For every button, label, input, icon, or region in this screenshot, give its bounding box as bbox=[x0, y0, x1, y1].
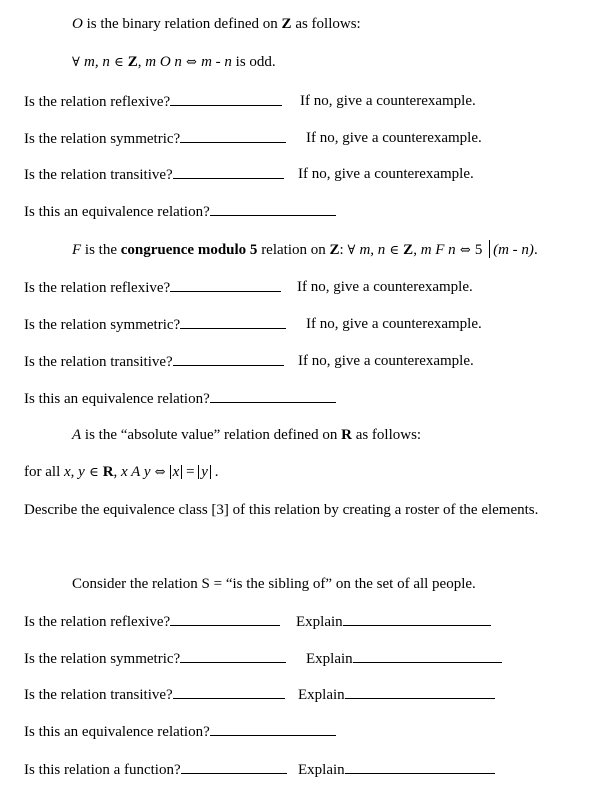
s-transitive-explain: Explain bbox=[298, 685, 495, 704]
f-transitive-answer-blank[interactable] bbox=[173, 352, 284, 366]
o-question-transitive: Is the relation transitive? bbox=[24, 165, 284, 184]
o-definition: ∀ m, n ∈ Z, m O n ⇔ m - n is odd. bbox=[72, 54, 276, 70]
o-question-reflexive: Is the relation reflexive? bbox=[24, 92, 282, 111]
f-symmetric-counterexample: If no, give a counterexample. bbox=[306, 316, 482, 332]
f-question-transitive: Is the relation transitive? bbox=[24, 352, 284, 371]
f-intro: F is the congruence modulo 5 relation on Z: ∀ m, n ∈ Z, m F n ⇔ 5 (m - n). bbox=[72, 242, 538, 258]
f-question-equivalence: Is this an equivalence relation? bbox=[24, 389, 336, 408]
o-symmetric-answer-blank[interactable] bbox=[180, 129, 286, 143]
s-transitive-answer-blank[interactable] bbox=[173, 685, 285, 699]
a-describe-prompt: Describe the equivalence class [3] of this relation by creating a roster of the elements. bbox=[24, 502, 539, 518]
s-reflexive-explain-blank[interactable] bbox=[343, 612, 491, 626]
s-symmetric-answer-blank[interactable] bbox=[180, 649, 286, 663]
a-definition: for all x, y ∈ R, x A y ⇔ x = y . bbox=[24, 464, 219, 480]
s-intro: Consider the relation S = “is the sibling of” on the set of all people. bbox=[72, 576, 476, 592]
o-equivalence-answer-blank[interactable] bbox=[210, 202, 336, 216]
f-question-symmetric: Is the relation symmetric? bbox=[24, 315, 286, 334]
s-reflexive-explain: Explain bbox=[296, 612, 491, 631]
s-transitive-explain-blank[interactable] bbox=[345, 685, 495, 699]
o-intro: O is the binary relation defined on Z as follows: bbox=[72, 16, 361, 32]
o-question-equivalence: Is this an equivalence relation? bbox=[24, 202, 336, 221]
s-question-equivalence: Is this an equivalence relation? bbox=[24, 722, 336, 741]
o-question-symmetric: Is the relation symmetric? bbox=[24, 129, 286, 148]
f-symmetric-answer-blank[interactable] bbox=[180, 315, 286, 329]
s-equivalence-answer-blank[interactable] bbox=[210, 722, 336, 736]
s-function-answer-blank[interactable] bbox=[181, 760, 287, 774]
f-reflexive-counterexample: If no, give a counterexample. bbox=[297, 279, 473, 295]
o-relation-symbol: O bbox=[72, 16, 83, 32]
divides-bar bbox=[489, 240, 490, 258]
s-symmetric-explain-blank[interactable] bbox=[353, 649, 502, 663]
s-function-explain: Explain bbox=[298, 760, 495, 779]
o-reflexive-counterexample: If no, give a counterexample. bbox=[300, 93, 476, 109]
a-relation-symbol: A bbox=[72, 427, 82, 443]
s-function-explain-blank[interactable] bbox=[345, 760, 495, 774]
s-question-reflexive: Is the relation reflexive? bbox=[24, 612, 280, 631]
o-reflexive-answer-blank[interactable] bbox=[170, 92, 282, 106]
f-equivalence-answer-blank[interactable] bbox=[210, 389, 336, 403]
a-intro: A is the “absolute value” relation defined on R as follows: bbox=[72, 427, 422, 443]
o-symmetric-counterexample: If no, give a counterexample. bbox=[306, 130, 482, 146]
f-question-reflexive: Is the relation reflexive? bbox=[24, 278, 281, 297]
abs-y: y bbox=[198, 465, 211, 479]
o-transitive-answer-blank[interactable] bbox=[173, 165, 284, 179]
s-reflexive-answer-blank[interactable] bbox=[170, 612, 280, 626]
f-reflexive-answer-blank[interactable] bbox=[170, 278, 281, 292]
s-question-symmetric: Is the relation symmetric? bbox=[24, 649, 286, 668]
f-transitive-counterexample: If no, give a counterexample. bbox=[298, 353, 474, 369]
f-relation-symbol: F bbox=[72, 242, 82, 258]
s-symmetric-explain: Explain bbox=[306, 649, 502, 668]
s-question-transitive: Is the relation transitive? bbox=[24, 685, 285, 704]
s-question-function: Is this relation a function? bbox=[24, 760, 287, 779]
o-transitive-counterexample: If no, give a counterexample. bbox=[298, 166, 474, 182]
abs-x: x bbox=[170, 465, 183, 479]
